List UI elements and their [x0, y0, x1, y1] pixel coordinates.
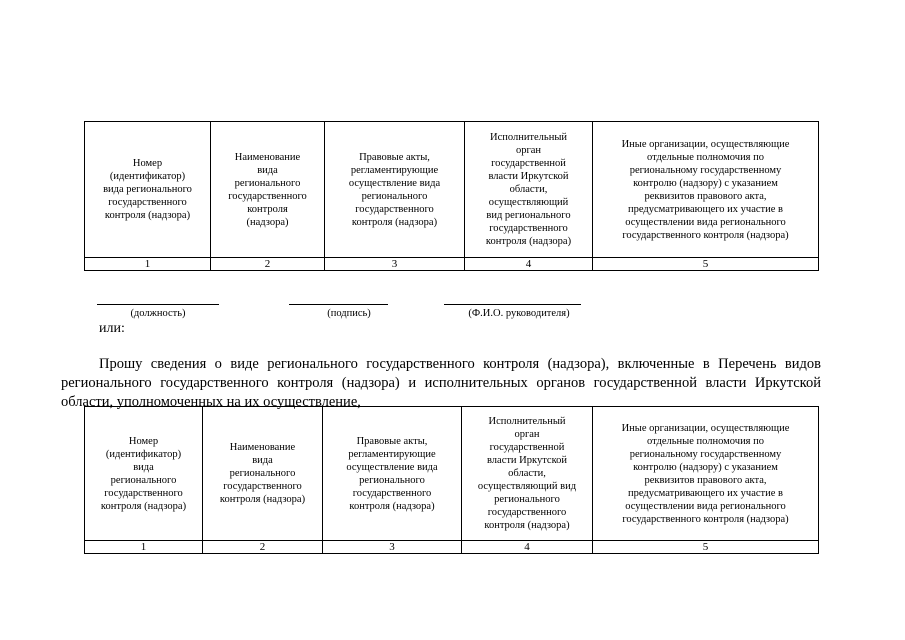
header-executive-body: Исполнительный орган государственной власти Иркутской области, осуществляющий вид регионального государственного контроля (надзора) [462, 407, 593, 541]
table-column-numbers-row [85, 541, 819, 554]
column-number: 3 [323, 541, 462, 554]
header-control-name: Наименование вида регионального государственного контроля (надзора) [211, 122, 325, 258]
header-control-name: Наименование вида регионального государственного контроля (надзора) [203, 407, 323, 541]
column-number: 5 [593, 541, 819, 554]
header-control-number: Номер (идентификатор) вида регионального государственного контроля (надзора) [85, 407, 203, 541]
header-legal-acts: Правовые акты, регламентирующие осуществление вида регионального государственного контроля (надзора) [323, 407, 462, 541]
name-signature-line [444, 304, 581, 305]
request-line-3: области, уполномоченных на их осуществление, [61, 394, 361, 410]
table-header-row [85, 407, 819, 541]
signature-line [289, 304, 388, 305]
position-signature-line [97, 304, 219, 305]
column-number: 5 [593, 258, 819, 271]
table-header-row [85, 122, 819, 258]
position-caption: (должность) [130, 308, 186, 319]
header-other-organizations: Иные организации, осуществляющие отдельные полномочия по региональному государственному контролю (надзору) с указанием реквизитов правового акта, предусматривающего их участие в осуществлении вида регионального государственного контроля (надзора) [593, 407, 819, 541]
column-number: 3 [325, 258, 465, 271]
header-executive-body: Исполнительный орган государственной власти Иркутской области, осуществляющий вид регионального государственного контроля (надзора) [465, 122, 593, 258]
control-types-table [84, 121, 819, 271]
column-number: 4 [465, 258, 593, 271]
column-number: 2 [203, 541, 323, 554]
header-legal-acts: Правовые акты, регламентирующие осуществление вида регионального государственного контроля (надзора) [325, 122, 465, 258]
table-column-numbers-row [85, 258, 819, 271]
or-label: или: [99, 321, 125, 336]
request-line-1: Прошу сведения о виде регионального государственного контроля (надзора), включенные в Перечень видов [99, 356, 821, 372]
control-types-table-2 [84, 406, 819, 554]
column-number: 4 [462, 541, 593, 554]
head-name-caption: (Ф.И.О. руководителя) [468, 308, 570, 319]
signature-caption: (подпись) [327, 308, 371, 319]
column-number: 1 [85, 258, 211, 271]
header-other-organizations: Иные организации, осуществляющие отдельные полномочия по региональному государственному контролю (надзору) с указанием реквизитов правового акта, предусматривающего их участие в осуществлении вида регионального государственного контроля (надзора) [593, 122, 819, 258]
request-paragraph [61, 355, 821, 412]
column-number: 1 [85, 541, 203, 554]
column-number: 2 [211, 258, 325, 271]
request-line-2: регионального государственного контроля (надзора) и исполнительных органов государственной власти Иркутской [61, 375, 821, 391]
header-control-number: Номер (идентификатор) вида регионального государственного контроля (надзора) [85, 122, 211, 258]
